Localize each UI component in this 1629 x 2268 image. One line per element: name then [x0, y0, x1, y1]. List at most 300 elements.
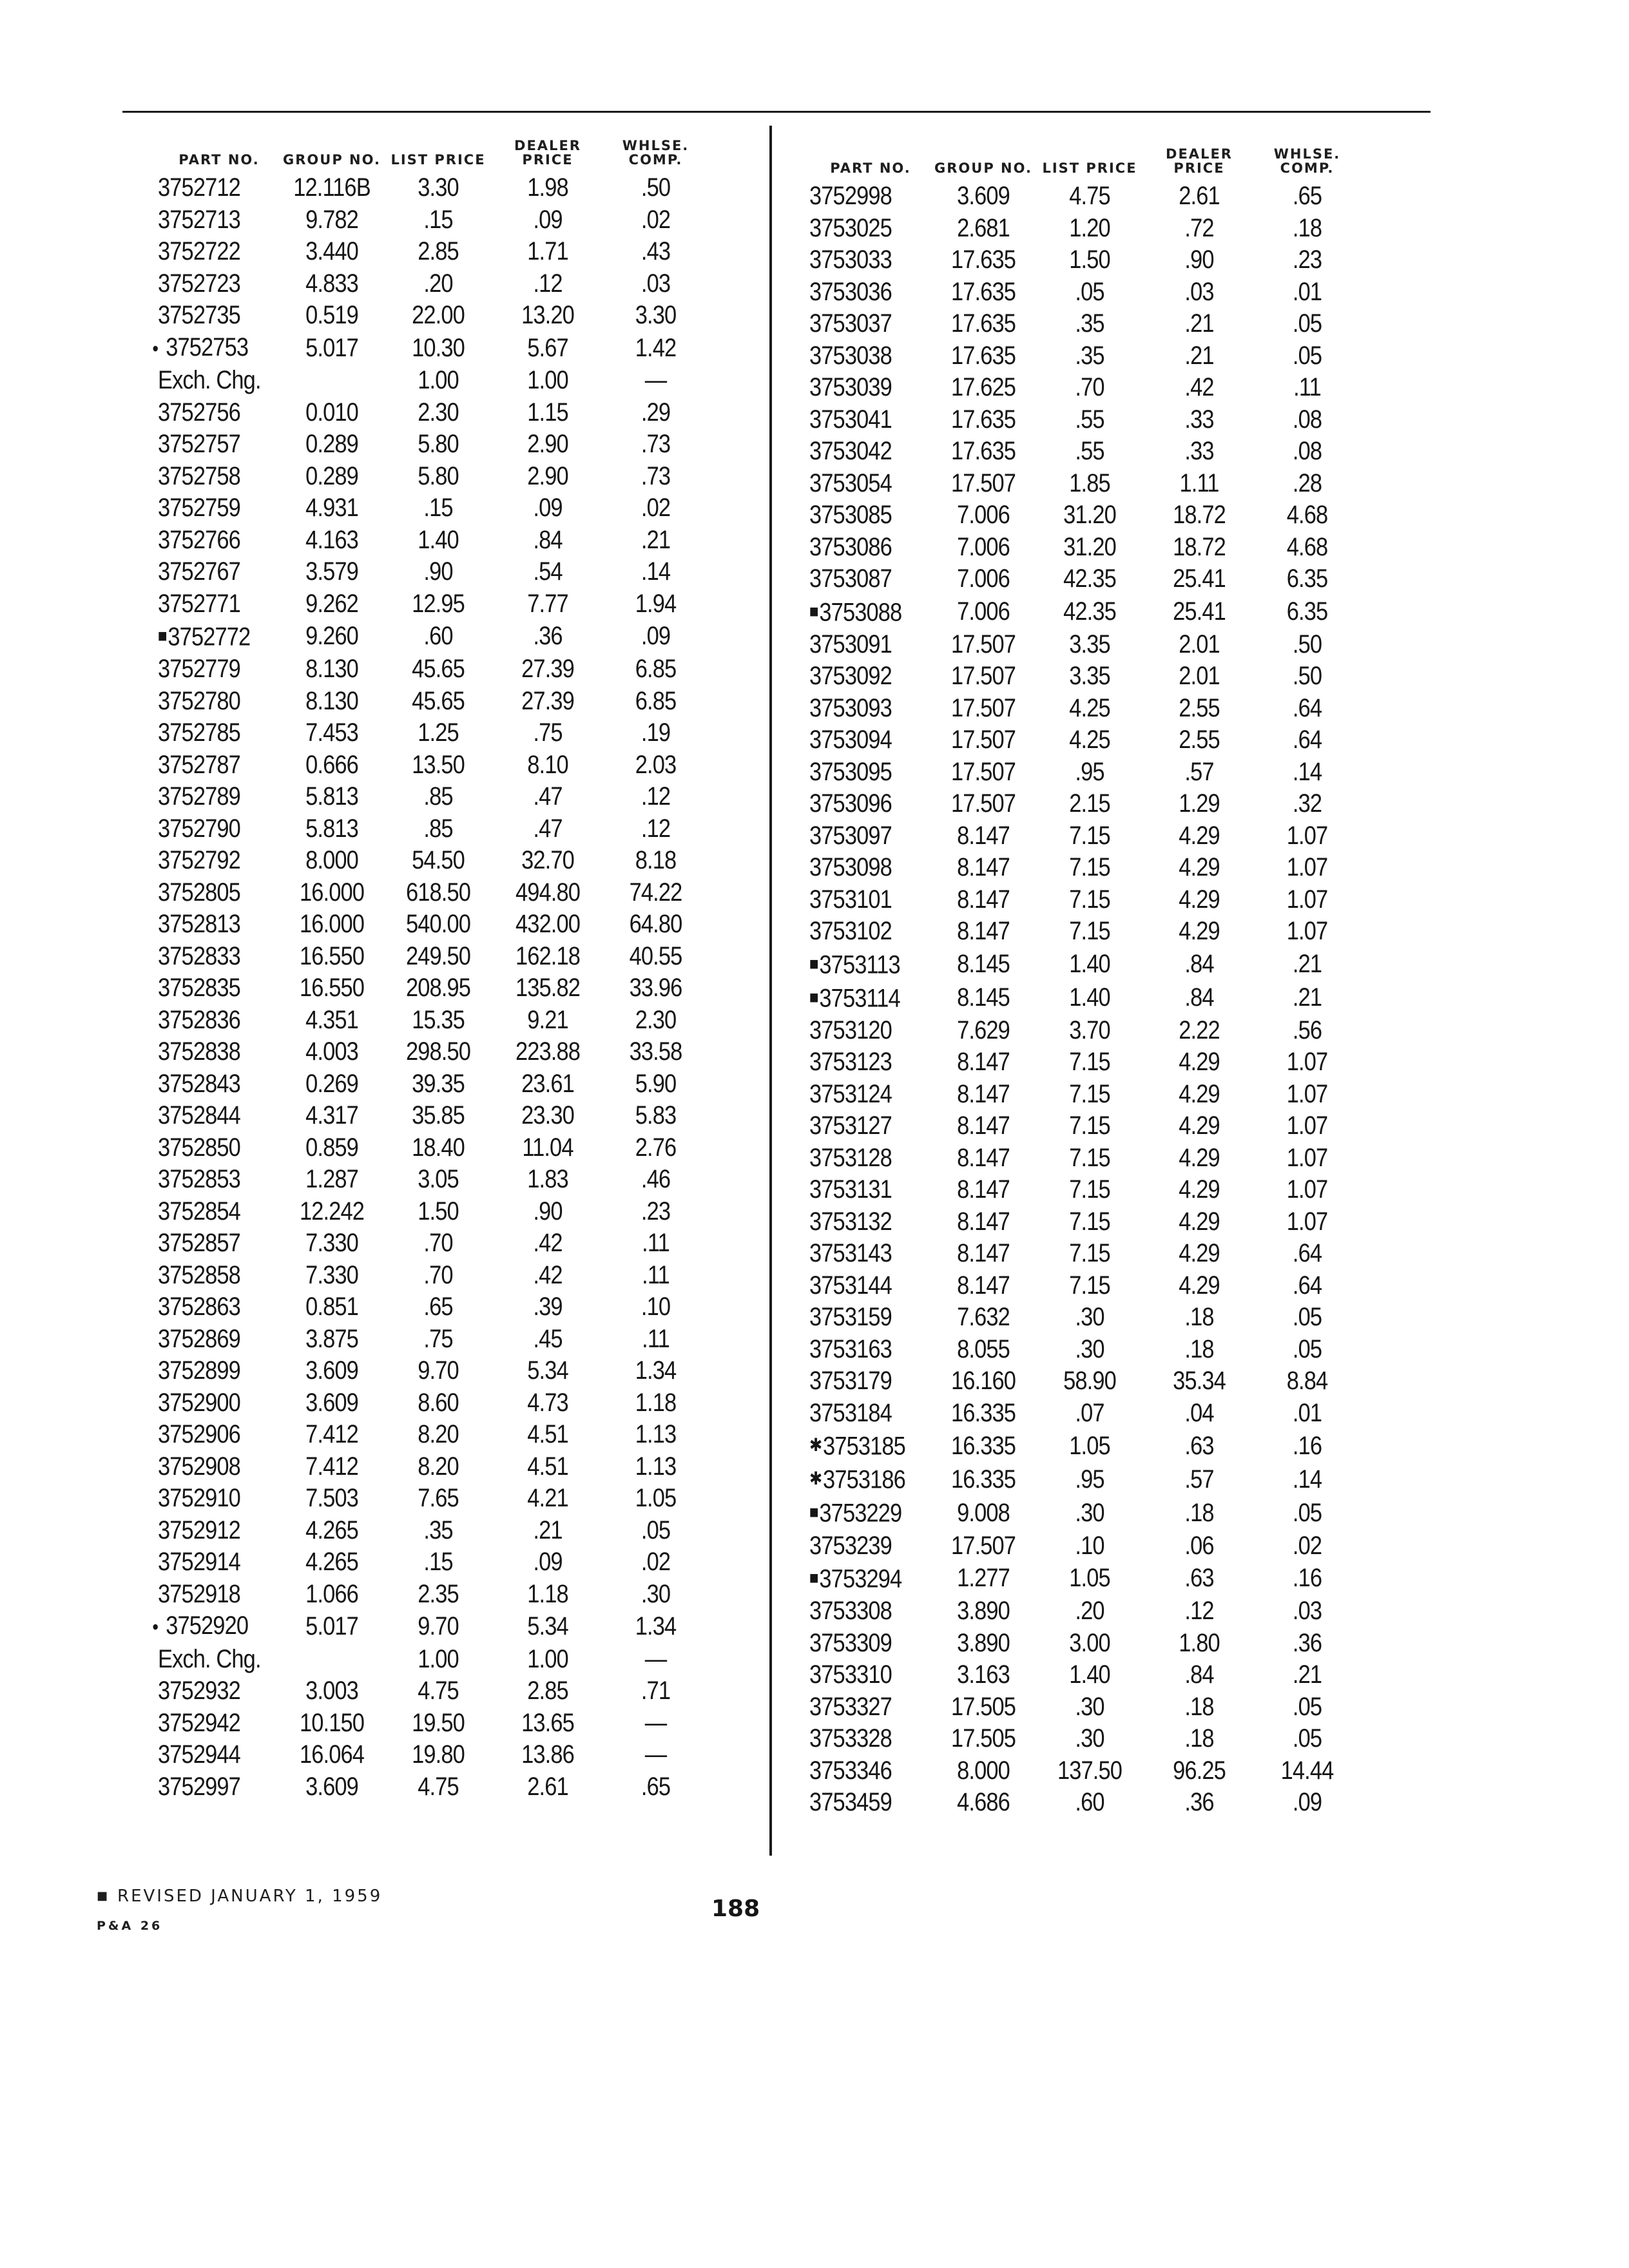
list-price-cell: 7.15	[1069, 1111, 1110, 1140]
list-price-cell: 5.80	[418, 461, 459, 490]
part-number-cell	[158, 1068, 263, 1100]
part-number-cell	[809, 372, 914, 404]
table-row	[158, 397, 709, 429]
dealer-price-cell: 4.73	[527, 1388, 568, 1417]
whlse-comp-cell: 1.13	[635, 1452, 677, 1481]
group-number-cell: 12.116B	[293, 173, 371, 202]
table-row	[809, 499, 1360, 532]
list-price-cell: 8.20	[418, 1452, 459, 1481]
header-dealer-price: DEALER PRICE	[514, 138, 581, 168]
table-row	[158, 492, 709, 524]
group-number-cell: 3.875	[305, 1324, 358, 1353]
part-number-cell	[809, 629, 914, 661]
group-number-cell: 8.147	[957, 1175, 1010, 1204]
header-list-price: LIST PRICE	[1042, 160, 1137, 176]
list-price-cell: 1.50	[418, 1196, 459, 1225]
column-divider	[769, 126, 772, 1856]
group-number-cell: 8.147	[957, 885, 1010, 914]
table-row	[158, 813, 709, 845]
whlse-comp-cell: 6.85	[635, 686, 677, 715]
group-number-cell: 9.782	[305, 205, 358, 234]
list-price-cell: 10.30	[412, 333, 465, 362]
dealer-price-cell: .57	[1184, 757, 1214, 786]
table-row	[809, 308, 1360, 340]
part-number: 3752932	[158, 1677, 240, 1706]
part-number: 3752906	[158, 1420, 240, 1449]
part-number-cell	[809, 213, 914, 245]
table-row	[809, 1015, 1360, 1047]
dealer-price-cell: .18	[1184, 1498, 1214, 1527]
part-number: 3752912	[158, 1515, 240, 1544]
table-row	[158, 365, 709, 397]
list-price-cell: 1.00	[418, 366, 459, 394]
part-number-cell	[158, 1771, 263, 1803]
part-number: 3752758	[158, 461, 240, 490]
group-number-cell: 17.635	[950, 437, 1016, 465]
group-number-cell: 5.017	[305, 1612, 358, 1641]
header-part-no: PART NO.	[830, 160, 911, 176]
part-number: 3752722	[158, 237, 240, 265]
group-number-cell: 16.160	[950, 1367, 1016, 1396]
group-number-cell: 8.147	[957, 1079, 1010, 1108]
header-part-no: PART NO.	[178, 152, 260, 168]
whlse-comp-cell: 2.76	[635, 1133, 677, 1162]
table-row	[809, 1723, 1360, 1755]
dealer-price-cell: 4.29	[1179, 1111, 1220, 1140]
whlse-comp-cell: 8.84	[1286, 1367, 1328, 1396]
part-number-cell	[152, 1610, 263, 1644]
whlse-comp-cell: .21	[1292, 1660, 1322, 1689]
group-number-cell: 7.330	[305, 1260, 358, 1289]
table-row	[158, 172, 709, 204]
part-number: 3752836	[158, 1005, 240, 1034]
list-price-cell: 7.65	[418, 1484, 459, 1513]
whlse-comp-cell: .02	[1292, 1531, 1322, 1560]
list-price-cell: 42.35	[1063, 564, 1116, 593]
dealer-price-cell: 8.10	[527, 750, 568, 779]
part-number-cell	[158, 397, 263, 429]
dealer-price-cell: .72	[1184, 213, 1214, 242]
part-number: 3753179	[809, 1367, 892, 1396]
part-number: 3752944	[158, 1740, 240, 1769]
revision-note: REVISED JANUARY 1, 1959	[117, 1887, 383, 1906]
group-number-cell: 17.507	[950, 629, 1016, 658]
part-number: 3753310	[809, 1660, 892, 1689]
asterisk-marker-icon: ✱	[809, 1435, 822, 1456]
list-price-cell: 31.20	[1063, 532, 1116, 561]
part-number: 3753185	[823, 1432, 905, 1461]
group-number-cell: 4.265	[305, 1548, 358, 1577]
whlse-comp-cell: 74.22	[629, 878, 682, 907]
dealer-price-cell: .84	[1184, 1660, 1214, 1689]
list-price-cell: 137.50	[1057, 1756, 1123, 1785]
group-number-cell	[287, 365, 376, 397]
table-row	[809, 852, 1360, 884]
part-number: 3752942	[158, 1708, 240, 1737]
whlse-comp-cell: .19	[641, 718, 671, 747]
dealer-price-cell: 1.71	[527, 237, 568, 265]
whlse-comp-cell: .09	[1292, 1788, 1322, 1817]
part-number-cell	[809, 1562, 914, 1595]
table-row	[809, 1463, 1360, 1496]
table-row	[158, 877, 709, 909]
part-number-cell	[158, 365, 263, 397]
part-number-cell	[809, 1142, 914, 1175]
list-price-cell: .30	[1075, 1724, 1104, 1753]
whlse-comp-cell: 1.07	[1286, 885, 1328, 914]
table-row	[809, 180, 1360, 213]
table-row	[809, 1628, 1360, 1660]
part-number: 3753096	[809, 789, 892, 818]
whlse-comp-cell: .12	[641, 782, 671, 811]
list-price-cell: .15	[423, 1548, 453, 1577]
part-number-cell	[809, 1787, 914, 1819]
whlse-comp-cell: 6.35	[1286, 564, 1328, 593]
dealer-price-cell: 135.82	[515, 974, 581, 1003]
whlse-comp-cell: .01	[1292, 277, 1322, 306]
group-number-cell: 17.507	[950, 468, 1016, 497]
part-number: 3753124	[809, 1079, 892, 1108]
list-price-cell: 7.15	[1069, 1048, 1110, 1077]
table-row	[809, 1206, 1360, 1238]
part-number-cell	[158, 588, 263, 620]
dealer-price-cell: 1.29	[1179, 789, 1220, 818]
part-number: 3753239	[809, 1531, 892, 1560]
list-price-cell: 1.05	[1069, 1431, 1110, 1460]
dealer-price-cell: 96.25	[1173, 1756, 1226, 1785]
list-price-cell: 15.35	[412, 1005, 465, 1034]
price-table-right	[809, 140, 1360, 1819]
exchange-bullet-icon: •	[152, 1615, 159, 1639]
list-price-cell: .95	[1075, 1465, 1104, 1494]
page-number: 188	[711, 1896, 760, 1922]
list-price-cell: .85	[423, 814, 453, 843]
dealer-price-cell: 4.29	[1179, 853, 1220, 882]
table-row	[809, 276, 1360, 309]
list-price-cell: 7.15	[1069, 1079, 1110, 1108]
whlse-comp-cell: 1.07	[1286, 1175, 1328, 1204]
dealer-price-cell: 432.00	[515, 910, 581, 939]
dealer-price-cell: .39	[533, 1293, 563, 1321]
list-price-cell: .15	[423, 205, 453, 234]
part-number: 3752918	[158, 1579, 240, 1608]
list-price-cell: .15	[423, 494, 453, 522]
dealer-price-cell: .84	[1184, 983, 1214, 1012]
list-price-cell: 9.70	[418, 1356, 459, 1385]
table-row	[809, 436, 1360, 468]
table-row	[158, 1739, 709, 1771]
dealer-price-cell: .09	[533, 205, 563, 234]
group-number-cell: 4.317	[305, 1101, 358, 1130]
whlse-comp-cell: .11	[642, 1324, 670, 1353]
part-number: 3753128	[809, 1143, 892, 1172]
group-number-cell: 8.147	[957, 1239, 1010, 1268]
list-price-cell: 3.30	[418, 173, 459, 202]
group-number-cell: 8.147	[957, 917, 1010, 946]
list-price-cell: 208.95	[405, 974, 471, 1003]
part-number-cell	[809, 404, 914, 436]
dealer-price-cell: .18	[1184, 1692, 1214, 1721]
part-number-cell	[809, 1046, 914, 1079]
whlse-comp-cell: 4.68	[1286, 532, 1328, 561]
dealer-price-cell: 5.34	[527, 1356, 568, 1385]
dealer-price-cell: 4.29	[1179, 1239, 1220, 1268]
part-number: 3752854	[158, 1196, 240, 1225]
list-price-cell: .30	[1075, 1334, 1104, 1363]
group-number-cell: 8.130	[305, 655, 358, 684]
dealer-price-cell: 2.61	[1179, 182, 1220, 210]
table-row	[158, 1196, 709, 1228]
part-number-cell	[809, 1398, 914, 1430]
table-row	[809, 1365, 1360, 1398]
dealer-price-cell: .18	[1184, 1303, 1214, 1332]
part-number-cell	[809, 852, 914, 884]
part-number-cell	[158, 1260, 263, 1292]
table-row	[158, 1355, 709, 1387]
revision-footnote	[97, 1887, 382, 1906]
part-number: 3752908	[158, 1452, 240, 1481]
dealer-price-cell: 2.55	[1179, 693, 1220, 722]
part-number: 3752756	[158, 398, 240, 427]
part-number-cell	[809, 1302, 914, 1334]
list-price-cell: 4.75	[418, 1677, 459, 1706]
part-number-cell	[158, 1515, 263, 1547]
list-price-cell: 12.95	[412, 589, 465, 618]
group-number-cell: 4.265	[305, 1515, 358, 1544]
list-price-cell: .35	[1075, 309, 1104, 338]
table-row	[809, 693, 1360, 725]
part-number-cell	[158, 300, 263, 332]
group-number-cell: 7.632	[957, 1303, 1010, 1332]
list-price-cell: 1.05	[1069, 1564, 1110, 1593]
table-row	[158, 1515, 709, 1547]
table-row	[158, 300, 709, 332]
group-number-cell: 7.412	[305, 1452, 358, 1481]
part-number-cell	[809, 468, 914, 500]
table-row	[158, 1068, 709, 1100]
part-number-cell	[809, 1723, 914, 1755]
whlse-comp-cell: .73	[641, 430, 671, 458]
table-row	[158, 524, 709, 557]
whlse-comp-cell: .03	[1292, 1597, 1322, 1626]
part-number: 3753036	[809, 277, 892, 306]
part-number: 3752712	[158, 173, 240, 202]
part-number: 3752813	[158, 910, 240, 939]
part-number: 3752863	[158, 1293, 240, 1321]
table-row	[809, 468, 1360, 500]
part-number-cell	[809, 756, 914, 789]
whlse-comp-cell: .21	[1292, 983, 1322, 1012]
table-row	[809, 1238, 1360, 1270]
part-number-cell	[158, 1227, 263, 1260]
part-number-cell	[158, 813, 263, 845]
list-price-cell: 31.20	[1063, 501, 1116, 529]
whlse-comp-cell: .36	[1292, 1628, 1322, 1657]
part-number-cell	[158, 1707, 263, 1740]
table-row	[809, 1787, 1360, 1819]
part-number: 3752805	[158, 878, 240, 907]
table-row	[809, 820, 1360, 852]
whlse-comp-cell: .08	[1292, 437, 1322, 465]
group-number-cell: 1.287	[305, 1165, 358, 1194]
list-price-cell: 7.15	[1069, 885, 1110, 914]
list-price-cell: 298.50	[405, 1037, 471, 1066]
part-number: 3753098	[809, 853, 892, 882]
whlse-comp-cell: .50	[1292, 662, 1322, 691]
whlse-comp-cell: —	[644, 1708, 667, 1737]
whlse-comp-cell: 1.94	[635, 589, 677, 618]
group-number-cell: 10.150	[299, 1708, 365, 1737]
dealer-price-cell: 2.22	[1179, 1015, 1220, 1044]
part-number: 3753085	[809, 501, 892, 529]
list-price-cell: 7.15	[1069, 1207, 1110, 1236]
part-number: 3752766	[158, 525, 240, 554]
group-number-cell: 4.003	[305, 1037, 358, 1066]
part-number-cell	[809, 436, 914, 468]
part-number-cell	[809, 563, 914, 595]
table-row	[158, 620, 709, 653]
whlse-comp-cell: .46	[641, 1165, 671, 1194]
group-number-cell: 17.505	[950, 1692, 1016, 1721]
table-row	[158, 686, 709, 718]
whlse-comp-cell: .11	[642, 1260, 670, 1289]
group-number-cell: 17.635	[950, 405, 1016, 434]
group-number-cell: 5.813	[305, 814, 358, 843]
group-number-cell: 8.145	[957, 949, 1010, 978]
part-number: 3752792	[158, 846, 240, 875]
part-number: 3752789	[158, 782, 240, 811]
header-whlse-comp: WHLSE. COMP.	[622, 138, 689, 168]
list-price-cell: 8.60	[418, 1388, 459, 1417]
whlse-comp-cell: .05	[1292, 1692, 1322, 1721]
part-number-cell	[158, 1323, 263, 1356]
table-row	[809, 1755, 1360, 1787]
list-price-cell: 2.30	[418, 398, 459, 427]
part-number: 3752835	[158, 974, 240, 1003]
group-number-cell: 8.055	[957, 1334, 1010, 1363]
dealer-price-cell: 4.29	[1179, 1048, 1220, 1077]
top-rule	[122, 111, 1431, 113]
part-number-cell	[809, 1691, 914, 1724]
part-number-cell	[809, 1206, 914, 1238]
dealer-price-cell: .03	[1184, 277, 1214, 306]
part-number-cell	[158, 686, 263, 718]
group-number-cell: 3.440	[305, 237, 358, 265]
dealer-price-cell: .47	[533, 782, 563, 811]
whlse-comp-cell: 6.85	[635, 655, 677, 684]
group-number-cell: 7.412	[305, 1420, 358, 1449]
group-number-cell: 3.003	[305, 1677, 358, 1706]
part-number: 3752844	[158, 1101, 240, 1130]
whlse-comp-cell: .14	[1292, 1465, 1322, 1494]
list-price-cell: 8.20	[418, 1420, 459, 1449]
part-number-cell	[809, 340, 914, 372]
list-price-cell: .20	[423, 269, 453, 298]
group-number-cell: 8.145	[957, 983, 1010, 1012]
table-row	[158, 268, 709, 300]
dealer-price-cell: .63	[1184, 1431, 1214, 1460]
asterisk-marker-icon: ✱	[809, 1468, 822, 1489]
table-row	[158, 1675, 709, 1707]
table-row	[809, 1429, 1360, 1463]
group-number-cell: 7.006	[957, 564, 1010, 593]
dealer-price-cell: .63	[1184, 1564, 1214, 1593]
list-price-cell: 3.35	[1069, 662, 1110, 691]
list-price-cell: 9.70	[418, 1612, 459, 1641]
dealer-price-cell: .12	[1184, 1597, 1214, 1626]
group-number-cell: 8.147	[957, 1048, 1010, 1077]
part-number-cell	[158, 172, 263, 204]
list-price-cell: .30	[1075, 1498, 1104, 1527]
part-number-cell	[809, 1174, 914, 1206]
whlse-comp-cell: 2.03	[635, 750, 677, 779]
table-row	[809, 660, 1360, 693]
list-price-cell: 2.35	[418, 1579, 459, 1608]
dealer-price-cell: 27.39	[521, 686, 574, 715]
group-number-cell: 17.507	[950, 1531, 1016, 1560]
group-number-cell: 3.609	[305, 1356, 358, 1385]
table-row	[809, 1174, 1360, 1206]
part-number: 3753308	[809, 1597, 892, 1626]
group-number-cell: 3.579	[305, 557, 358, 586]
table-row	[809, 1398, 1360, 1430]
part-number: 3752785	[158, 718, 240, 747]
table-row	[158, 908, 709, 941]
header-group-no: GROUP NO.	[934, 160, 1032, 176]
part-number: 3753113	[819, 950, 900, 979]
whlse-comp-cell: .30	[641, 1579, 671, 1608]
table-row	[158, 1036, 709, 1068]
group-number-cell: 8.147	[957, 1271, 1010, 1300]
part-number-cell	[158, 428, 263, 461]
list-price-cell: .95	[1075, 757, 1104, 786]
part-number-cell	[158, 941, 263, 973]
whlse-comp-cell: .14	[641, 557, 671, 586]
group-number-cell: 17.635	[950, 341, 1016, 370]
dealer-price-cell: 223.88	[515, 1037, 581, 1066]
whlse-comp-cell: .50	[641, 173, 671, 202]
group-number-cell: 0.010	[305, 398, 358, 427]
part-number-cell	[158, 1546, 263, 1579]
part-number: 3752723	[158, 269, 240, 298]
part-number-cell	[158, 1291, 263, 1323]
group-number-cell: 0.859	[305, 1133, 358, 1162]
group-number-cell: 0.519	[305, 301, 358, 329]
whlse-comp-cell: 5.90	[635, 1069, 677, 1098]
part-number-cell	[158, 461, 263, 493]
dealer-price-cell: .84	[533, 525, 563, 554]
dealer-price-cell: 25.41	[1173, 564, 1226, 593]
dealer-price-cell: .57	[1184, 1465, 1214, 1494]
dealer-price-cell: 13.65	[521, 1708, 574, 1737]
group-number-cell: 0.666	[305, 750, 358, 779]
dealer-price-cell: .84	[1184, 949, 1214, 978]
whlse-comp-cell: 14.44	[1280, 1756, 1334, 1785]
list-price-cell: 540.00	[405, 910, 471, 939]
part-number: 3752900	[158, 1388, 240, 1417]
part-number: 3752910	[158, 1484, 240, 1513]
revised-marker-icon: ■	[97, 1889, 110, 1903]
part-number: 3752779	[158, 655, 240, 684]
revised-marker-icon: ■	[809, 953, 818, 974]
dealer-price-cell: .45	[533, 1324, 563, 1353]
part-number: 3753186	[823, 1465, 905, 1494]
table-row	[158, 236, 709, 268]
table-row	[809, 340, 1360, 372]
whlse-comp-cell: .01	[1292, 1398, 1322, 1427]
whlse-comp-cell: 1.07	[1286, 917, 1328, 946]
dealer-price-cell: 5.34	[527, 1612, 568, 1641]
